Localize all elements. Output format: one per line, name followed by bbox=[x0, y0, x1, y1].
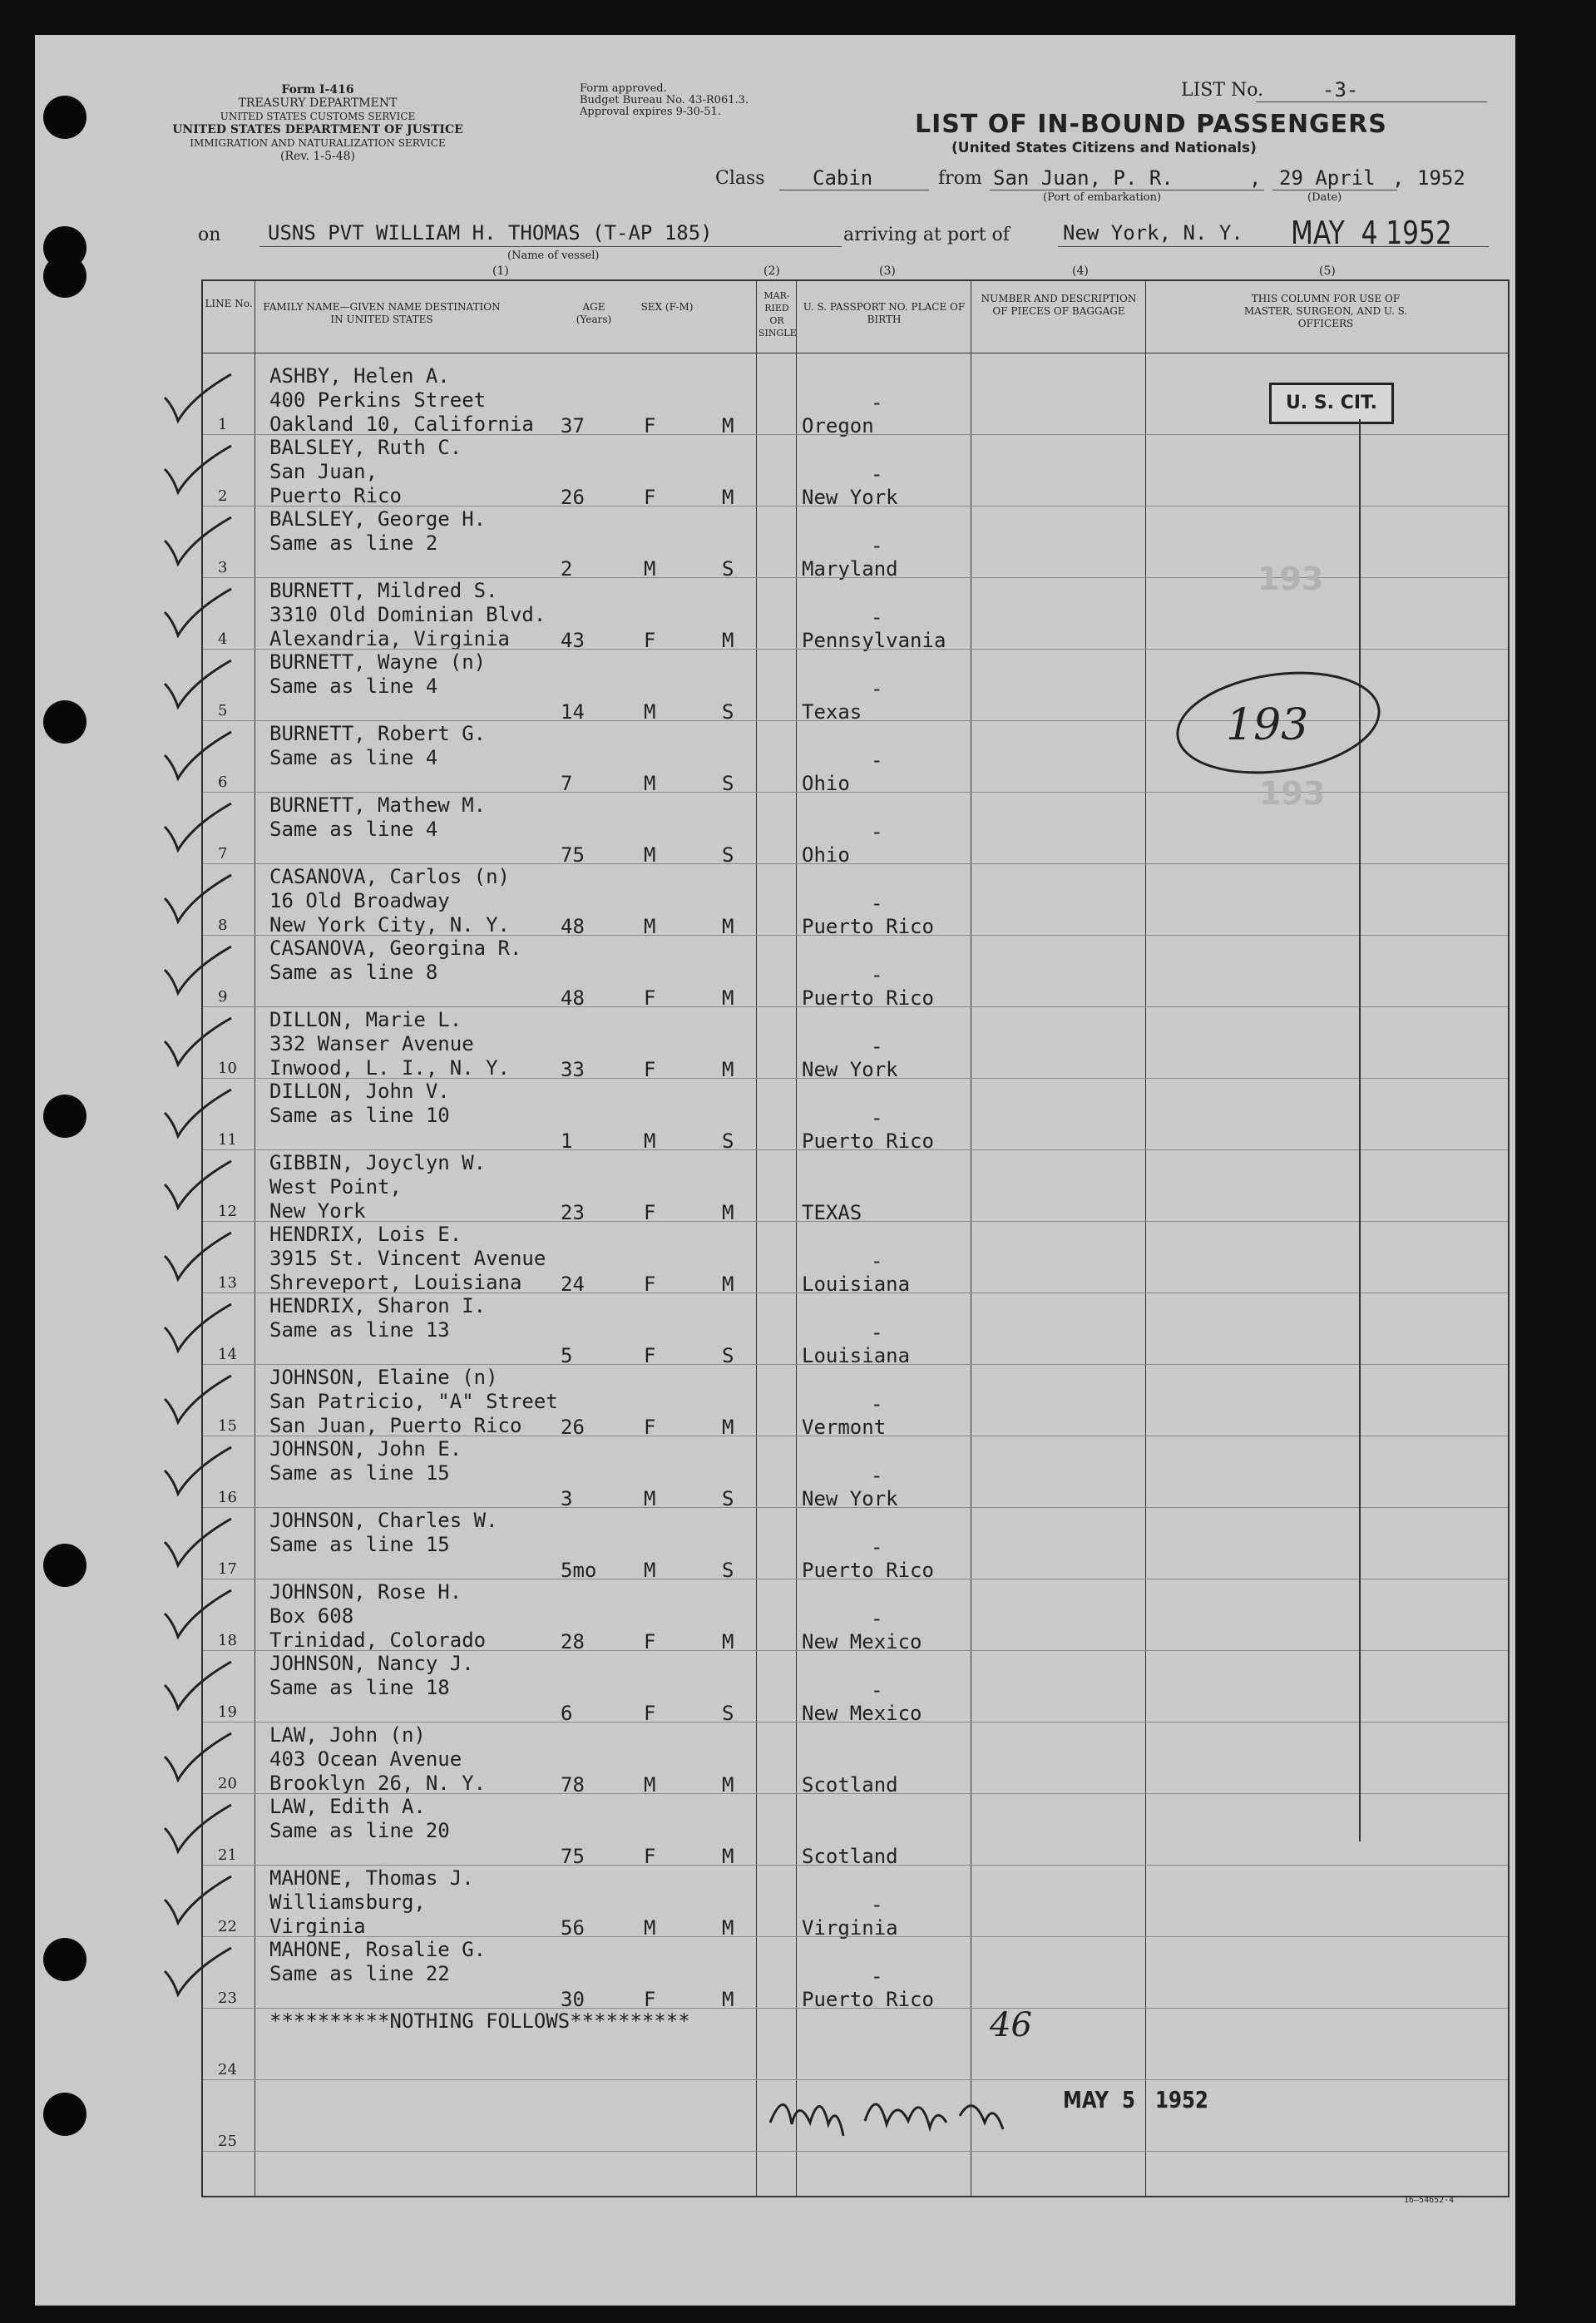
sex-cell: M bbox=[644, 1559, 656, 1582]
check-mark-icon bbox=[160, 802, 235, 862]
check-mark-icon bbox=[160, 444, 235, 504]
check-mark-icon bbox=[160, 373, 235, 432]
passport-cell: - bbox=[871, 462, 883, 486]
birthplace-cell: Maryland bbox=[802, 557, 898, 581]
check-mark-icon bbox=[160, 1302, 235, 1362]
passenger-name-address: JOHNSON, Nancy J. Same as line 18 bbox=[269, 1652, 474, 1699]
birthplace-cell: Puerto Rico bbox=[802, 1559, 934, 1582]
sex-cell: F bbox=[644, 986, 656, 1010]
age-cell: 6 bbox=[561, 1702, 573, 1725]
row-divider bbox=[203, 1221, 1508, 1222]
passenger-name-address: DILLON, John V. Same as line 10 bbox=[269, 1080, 450, 1127]
check-mark-icon bbox=[160, 873, 235, 933]
check-mark-icon bbox=[160, 1875, 235, 1935]
line-number: 19 bbox=[218, 1703, 237, 1721]
line-number: 8 bbox=[218, 917, 228, 934]
line-number: 13 bbox=[218, 1274, 237, 1292]
marital-status-cell: M bbox=[722, 1201, 734, 1224]
line-number: 15 bbox=[218, 1417, 237, 1435]
passport-cell: - bbox=[871, 963, 883, 986]
table-row bbox=[203, 1866, 1508, 1938]
birthplace-cell: Puerto Rico bbox=[802, 1988, 934, 2011]
sex-cell: M bbox=[644, 1487, 656, 1510]
marital-status-cell: S bbox=[722, 1129, 734, 1153]
line-number: 17 bbox=[218, 1560, 237, 1578]
line-number: 23 bbox=[218, 1989, 237, 2007]
punch-hole bbox=[43, 2093, 86, 2136]
passenger-name-address: **********NOTHING FOLLOWS********** bbox=[269, 2009, 690, 2033]
col-marker-1: (1) bbox=[492, 264, 509, 278]
marital-status-cell: S bbox=[722, 557, 734, 581]
check-mark-icon bbox=[160, 1446, 235, 1505]
passport-cell: - bbox=[871, 1678, 883, 1702]
check-mark-icon bbox=[160, 730, 235, 790]
line-number: 16 bbox=[218, 1489, 237, 1506]
row-divider bbox=[203, 1292, 1508, 1293]
sex-cell: F bbox=[644, 1630, 656, 1653]
arrival-underline bbox=[1058, 246, 1489, 247]
passenger-name-address: JOHNSON, Charles W. Same as line 15 bbox=[269, 1509, 498, 1556]
line-number: 18 bbox=[218, 1632, 237, 1649]
from-label: from bbox=[938, 168, 982, 189]
check-mark-icon bbox=[160, 659, 235, 719]
marital-status-cell: M bbox=[722, 986, 734, 1010]
birthplace-cell: TEXAS bbox=[802, 1201, 862, 1224]
passenger-name-address: GIBBIN, Joyclyn W. West Point, New York bbox=[269, 1151, 487, 1223]
line-number: 5 bbox=[218, 702, 228, 719]
passport-cell: - bbox=[871, 1464, 883, 1487]
passport-cell: - bbox=[871, 1392, 883, 1416]
check-mark-icon bbox=[160, 1803, 235, 1863]
sex-cell: M bbox=[644, 557, 656, 581]
col-marker-3: (3) bbox=[879, 264, 896, 278]
sex-cell: F bbox=[644, 1058, 656, 1081]
age-cell: 48 bbox=[561, 915, 585, 938]
passenger-name-address: BALSLEY, Ruth C. San Juan, Puerto Rico bbox=[269, 436, 462, 507]
list-no-value: -3- bbox=[1322, 78, 1359, 101]
line-number: 6 bbox=[218, 774, 228, 791]
sex-cell: F bbox=[644, 1201, 656, 1224]
dept-treasury: TREASURY DEPARTMENT bbox=[238, 96, 398, 110]
table-row bbox=[203, 1652, 1508, 1723]
marital-status-cell: M bbox=[722, 414, 734, 437]
row-divider bbox=[203, 1507, 1508, 1508]
punch-hole bbox=[43, 1544, 86, 1587]
table-row bbox=[203, 937, 1508, 1008]
table-row bbox=[203, 1723, 1508, 1795]
marital-status-cell: M bbox=[722, 1988, 734, 2011]
marital-status-cell: S bbox=[722, 1487, 734, 1510]
age-cell: 28 bbox=[561, 1630, 585, 1653]
passenger-name-address: LAW, John (n) 403 Ocean Avenue Brooklyn 26, N. Y. bbox=[269, 1723, 487, 1795]
age-cell: 1 bbox=[561, 1129, 573, 1153]
sex-cell: M bbox=[644, 1773, 656, 1797]
age-cell: 75 bbox=[561, 1845, 585, 1868]
age-cell: 3 bbox=[561, 1487, 573, 1510]
passenger-name-address: CASANOVA, Carlos (n) 16 Old Broadway New York City, N. Y. bbox=[269, 865, 510, 937]
line-number: 2 bbox=[218, 487, 228, 505]
table-row bbox=[203, 1795, 1508, 1866]
line-number: 10 bbox=[218, 1060, 237, 1077]
passenger-name-address: MAHONE, Thomas J. Williamsburg, Virginia bbox=[269, 1866, 474, 1938]
check-mark-icon bbox=[160, 516, 235, 576]
birthplace-cell: Scotland bbox=[802, 1773, 898, 1797]
passenger-name-address: JOHNSON, Elaine (n) San Patricio, "A" Street San Juan, Puerto Rico bbox=[269, 1366, 558, 1437]
check-mark-icon bbox=[160, 1231, 235, 1291]
age-cell: 37 bbox=[561, 414, 585, 437]
passport-cell: - bbox=[871, 1321, 883, 1344]
age-cell: 56 bbox=[561, 1916, 585, 1940]
age-cell: 33 bbox=[561, 1058, 585, 1081]
inspector-signature bbox=[767, 2073, 1299, 2156]
vessel-caption: (Name of vessel) bbox=[507, 250, 600, 262]
birthplace-cell: Puerto Rico bbox=[802, 1129, 934, 1153]
age-cell: 26 bbox=[561, 1416, 585, 1439]
row-divider bbox=[203, 1865, 1508, 1866]
approval-block bbox=[580, 83, 749, 118]
marital-status-cell: M bbox=[722, 1916, 734, 1940]
birthplace-cell: Ohio bbox=[802, 772, 850, 795]
passport-cell: - bbox=[871, 1607, 883, 1630]
form-code: 16—54652-4 bbox=[1404, 2196, 1455, 2205]
document-title: LIST OF IN-BOUND PASSENGERS bbox=[915, 110, 1387, 139]
age-cell: 24 bbox=[561, 1273, 585, 1296]
port-caption: (Port of embarkation) bbox=[1043, 191, 1162, 204]
ghost-count-stamp: 193 bbox=[1259, 775, 1326, 812]
age-cell: 14 bbox=[561, 700, 585, 724]
sex-cell: F bbox=[644, 486, 656, 509]
passenger-name-address: BURNETT, Robert G. Same as line 4 bbox=[269, 722, 487, 769]
passport-cell: - bbox=[871, 1106, 883, 1129]
class-label: Class bbox=[715, 168, 765, 189]
sex-cell: F bbox=[644, 1273, 656, 1296]
check-mark-icon bbox=[160, 1016, 235, 1076]
marital-status-cell: S bbox=[722, 772, 734, 795]
passport-cell: - bbox=[871, 605, 883, 629]
birthplace-cell: Virginia bbox=[802, 1916, 898, 1940]
birthplace-cell: Vermont bbox=[802, 1416, 887, 1439]
table-row bbox=[203, 1509, 1508, 1580]
marital-status-cell: M bbox=[722, 1416, 734, 1439]
table-row bbox=[203, 1223, 1508, 1294]
dept-customs: UNITED STATES CUSTOMS SERVICE bbox=[220, 111, 416, 122]
footer-handwritten-mark: 46 bbox=[990, 2006, 1032, 2044]
marital-status-cell: S bbox=[722, 700, 734, 724]
footer-date-stamp: MAY 5 1952 bbox=[1063, 2086, 1208, 2113]
header-age: AGE (Years) bbox=[576, 301, 612, 325]
line-number: 3 bbox=[218, 559, 228, 576]
punch-hole bbox=[43, 96, 86, 139]
sex-cell: F bbox=[644, 1845, 656, 1868]
check-mark-icon bbox=[160, 1088, 235, 1148]
table-row bbox=[203, 436, 1508, 507]
table-row bbox=[203, 1366, 1508, 1437]
sex-cell: F bbox=[644, 1702, 656, 1725]
row-divider bbox=[203, 1006, 1508, 1007]
passenger-name-address: MAHONE, Rosalie G. Same as line 22 bbox=[269, 1938, 487, 1985]
age-cell: 30 bbox=[561, 1988, 585, 2011]
passport-cell: - bbox=[871, 749, 883, 772]
check-mark-icon bbox=[160, 945, 235, 1005]
birthplace-cell: New Mexico bbox=[802, 1630, 922, 1653]
approval-line: Budget Bureau No. 43-R061.3. bbox=[580, 94, 749, 106]
row-divider bbox=[203, 434, 1508, 435]
age-cell: 43 bbox=[561, 629, 585, 652]
passenger-name-address: CASANOVA, Georgina R. Same as line 8 bbox=[269, 937, 522, 984]
passenger-name-address: LAW, Edith A. Same as line 20 bbox=[269, 1795, 450, 1842]
header-sex: SEX (F-M) bbox=[640, 301, 694, 313]
line-number: 24 bbox=[218, 2061, 237, 2078]
passenger-name-address: HENDRIX, Sharon I. Same as line 13 bbox=[269, 1294, 487, 1342]
birthplace-cell: New York bbox=[802, 486, 898, 509]
circled-count: 193 bbox=[1226, 700, 1309, 750]
passport-cell: - bbox=[871, 1965, 883, 1988]
row-divider bbox=[203, 1936, 1508, 1937]
punch-hole bbox=[43, 1095, 86, 1138]
row-divider bbox=[203, 935, 1508, 936]
year: 1952 bbox=[1417, 166, 1465, 190]
passport-cell: - bbox=[871, 1249, 883, 1273]
us-citizen-stamp: U. S. CIT. bbox=[1269, 383, 1394, 424]
birthplace-cell: Pennsylvania bbox=[802, 629, 946, 652]
vessel-name: USNS PVT WILLIAM H. THOMAS (T-AP 185) bbox=[268, 221, 713, 245]
vessel-underline bbox=[259, 246, 842, 247]
table-row bbox=[203, 1437, 1508, 1509]
punch-hole bbox=[43, 1938, 86, 1981]
dept-ins: IMMIGRATION AND NATURALIZATION SERVICE bbox=[190, 137, 446, 149]
birthplace-cell: Louisiana bbox=[802, 1273, 911, 1296]
row-divider bbox=[203, 1078, 1508, 1079]
check-mark-icon bbox=[160, 1660, 235, 1720]
age-cell: 23 bbox=[561, 1201, 585, 1224]
passenger-name-address: DILLON, Marie L. 332 Wanser Avenue Inwood, L. I., N. Y. bbox=[269, 1008, 510, 1080]
class-value: Cabin bbox=[813, 166, 873, 190]
col-marker-4: (4) bbox=[1072, 264, 1089, 278]
sex-cell: F bbox=[644, 414, 656, 437]
marital-status-cell: S bbox=[722, 1702, 734, 1725]
punch-hole bbox=[43, 700, 86, 744]
passenger-name-address: BURNETT, Mathew M. Same as line 4 bbox=[269, 793, 487, 841]
line-number: 7 bbox=[218, 845, 228, 862]
col-marker-5: (5) bbox=[1319, 264, 1336, 278]
sex-cell: F bbox=[644, 629, 656, 652]
stamp-tail-line bbox=[1359, 419, 1361, 1841]
approval-line: Approval expires 9-30-51. bbox=[580, 106, 721, 118]
birthplace-cell: New York bbox=[802, 1058, 898, 1081]
passenger-name-address: JOHNSON, Rose H. Box 608 Trinidad, Colorado bbox=[269, 1580, 487, 1652]
sex-cell: M bbox=[644, 772, 656, 795]
marital-status-cell: M bbox=[722, 915, 734, 938]
passport-cell: - bbox=[871, 820, 883, 843]
marital-status-cell: M bbox=[722, 629, 734, 652]
table-row bbox=[203, 1008, 1508, 1080]
passport-cell: - bbox=[871, 1035, 883, 1058]
row-divider bbox=[203, 1149, 1508, 1150]
dept-justice: UNITED STATES DEPARTMENT OF JUSTICE bbox=[172, 123, 463, 136]
punch-hole bbox=[43, 255, 86, 298]
line-number: 9 bbox=[218, 988, 228, 1006]
list-no-underline bbox=[1256, 101, 1487, 102]
list-no-label: LIST No. bbox=[1181, 80, 1264, 101]
marital-status-cell: S bbox=[722, 843, 734, 867]
sex-cell: M bbox=[644, 700, 656, 724]
check-mark-icon bbox=[160, 1946, 235, 2006]
age-cell: 78 bbox=[561, 1773, 585, 1797]
marital-status-cell: S bbox=[722, 1344, 734, 1367]
passenger-name-address: HENDRIX, Lois E. 3915 St. Vincent Avenue Shreveport, Louisiana bbox=[269, 1223, 546, 1294]
revision: (Rev. 1-5-48) bbox=[280, 150, 355, 163]
age-cell: 5mo bbox=[561, 1559, 597, 1582]
age-cell: 48 bbox=[561, 986, 585, 1010]
check-mark-icon bbox=[160, 1159, 235, 1219]
table-row bbox=[203, 1580, 1508, 1652]
table-row bbox=[203, 1294, 1508, 1366]
sex-cell: M bbox=[644, 1129, 656, 1153]
header-name: FAMILY NAME—GIVEN NAME DESTINATION IN UNITED STATES bbox=[263, 301, 501, 325]
passenger-name-address: BURNETT, Wayne (n) Same as line 4 bbox=[269, 650, 487, 698]
table-row bbox=[203, 1938, 1508, 2009]
check-mark-icon bbox=[160, 1732, 235, 1792]
marital-status-cell: M bbox=[722, 1273, 734, 1296]
form-number: Form I-416 bbox=[281, 83, 354, 96]
passport-cell: - bbox=[871, 1893, 883, 1916]
col-marker-2: (2) bbox=[763, 264, 780, 278]
sex-cell: M bbox=[644, 843, 656, 867]
passenger-name-address: ASHBY, Helen A. 400 Perkins Street Oakland 10, California bbox=[269, 364, 534, 436]
age-cell: 2 bbox=[561, 557, 573, 581]
passport-cell: - bbox=[871, 677, 883, 700]
row-divider bbox=[203, 506, 1508, 507]
check-mark-icon bbox=[160, 1374, 235, 1434]
line-number: 4 bbox=[218, 630, 228, 648]
birthplace-cell: Texas bbox=[802, 700, 862, 724]
document-subtitle: (United States Citizens and Nationals) bbox=[951, 140, 1257, 156]
line-number: 11 bbox=[218, 1131, 237, 1149]
line-number: 14 bbox=[218, 1346, 237, 1363]
line-number: 20 bbox=[218, 1775, 237, 1792]
row-divider bbox=[203, 2008, 1508, 2009]
marital-status-cell: M bbox=[722, 1845, 734, 1868]
ghost-count-stamp: 193 bbox=[1258, 561, 1324, 597]
birthplace-cell: New Mexico bbox=[802, 1702, 922, 1725]
birthplace-cell: Louisiana bbox=[802, 1344, 911, 1367]
line-number: 22 bbox=[218, 1918, 237, 1935]
line-number: 25 bbox=[218, 2133, 237, 2150]
agency-header bbox=[151, 83, 484, 163]
age-cell: 75 bbox=[561, 843, 585, 867]
birthplace-cell: Puerto Rico bbox=[802, 915, 934, 938]
table-row bbox=[203, 1151, 1508, 1223]
row-divider bbox=[203, 649, 1508, 650]
marital-status-cell: M bbox=[722, 486, 734, 509]
arriving-label: arriving at port of bbox=[843, 225, 1010, 245]
row-divider bbox=[203, 863, 1508, 864]
table-row bbox=[203, 2009, 1508, 2081]
arrival-port: New York, N. Y. bbox=[1063, 221, 1243, 245]
arrival-date-stamp: MAY 4 1952 bbox=[1291, 215, 1452, 251]
birthplace-cell: Ohio bbox=[802, 843, 850, 867]
on-label: on bbox=[198, 225, 221, 245]
sex-cell: F bbox=[644, 1344, 656, 1367]
header-married: MAR- RIED OR SINGLE bbox=[758, 290, 797, 339]
row-divider bbox=[203, 1793, 1508, 1794]
header-passport: U. S. PASSPORT NO. PLACE OF BIRTH bbox=[803, 301, 966, 325]
line-number: 12 bbox=[218, 1203, 237, 1220]
check-mark-icon bbox=[160, 587, 235, 647]
age-cell: 5 bbox=[561, 1344, 573, 1367]
passport-cell: - bbox=[871, 1535, 883, 1559]
sex-cell: F bbox=[644, 1416, 656, 1439]
passport-cell: - bbox=[871, 391, 883, 414]
passenger-name-address: BURNETT, Mildred S. 3310 Old Dominian Blvd. Alexandria, Virginia bbox=[269, 579, 546, 650]
sex-cell: F bbox=[644, 1988, 656, 2011]
sex-cell: M bbox=[644, 1916, 656, 1940]
birthplace-cell: Puerto Rico bbox=[802, 986, 934, 1010]
check-mark-icon bbox=[160, 1517, 235, 1577]
check-mark-icon bbox=[160, 1589, 235, 1648]
line-number: 21 bbox=[218, 1846, 237, 1864]
marital-status-cell: M bbox=[722, 1630, 734, 1653]
age-cell: 7 bbox=[561, 772, 573, 795]
header-officers: THIS COLUMN FOR USE OF MASTER, SURGEON, AND U. S. OFFICERS bbox=[1243, 293, 1408, 329]
table-row bbox=[203, 865, 1508, 937]
age-cell: 26 bbox=[561, 486, 585, 509]
passenger-name-address: JOHNSON, John E. Same as line 15 bbox=[269, 1437, 462, 1485]
marital-status-cell: S bbox=[722, 1559, 734, 1582]
birthplace-cell: Oregon bbox=[802, 414, 874, 437]
birthplace-cell: New York bbox=[802, 1487, 898, 1510]
marital-status-cell: M bbox=[722, 1773, 734, 1797]
sex-cell: M bbox=[644, 915, 656, 938]
date-caption: (Date) bbox=[1307, 191, 1342, 204]
embarkation-date: 29 April bbox=[1279, 166, 1376, 190]
passport-cell: - bbox=[871, 534, 883, 557]
table-row bbox=[203, 1080, 1508, 1151]
line-number: 1 bbox=[218, 416, 228, 433]
row-divider bbox=[203, 1650, 1508, 1651]
row-divider bbox=[203, 1364, 1508, 1365]
marital-status-cell: M bbox=[722, 1058, 734, 1081]
manifest-page: Form I-416 TREASURY DEPARTMENT UNITED STATES CUSTOMS SERVICE UNITED STATES DEPARTMENT OF JUSTICE IMMIGRATION AND NATURALIZATION SERVICE (Rev. 1-5-48) Form approved. Budget Bureau No. 43-R061.3. Approval expires 9-30-51. LIST No. -3- LIST OF IN-BOUND PASSENGERS (United States Citizens and Nationals) Class Cabin from San Juan, P. R. (Port of embarkation) , 29 April , 1952 (Date) on USNS PVT WILLIAM H. THOMAS (T-AP 185) (Name of vessel) arriving at port of New York, N. Y. MAY 4 1952 (1) (2) (3) (4) (5) LINE No. FAMILY NAME—GIVEN NAME DESTINATION IN UNITED STATES AGE (Years) SEX (F-M) MAR- RIED OR SINGLE U. S. PASSPORT NO. PLACE OF BIRTH NUMBER AND DESCRIPTION OF PIECES OF BAGGAGE THIS COLUMN FOR USE OF MASTER, SURGEON, AND U. S. OFFICERS 1 ASHBY, Helen A. 400 Perkins Street Oakland 10, California 37 F M - Oregon 2 BALSLEY, Ruth C. San Juan, Puerto Rico 26 F M - New York 3 BALSLEY, George H. Same as line 2 2 M S - Maryland 4 BURNETT, Mildred S. 3310 Old Dominian Blvd. Alexandria, Virginia 43 F M - Pennsylvania 5 BURNETT, Wayne (n) Same as line 4 14 M S - Texas 6 BURNETT, Robert G. Same as line 4 7 M S - Ohio 7 BURNETT, Mathew M. Same as line 4 75 M S - Ohio 8 CASANOVA, Carlos (n) 16 Old Broadway New York City, N. Y. 48 M M - Puerto Rico 9 CASANOVA, Georgina R. Same as line 8 48 F M - Puerto Rico 10 DILLON, Marie L. 332 Wanser Avenue Inwood, L. I., N. Y. 33 F M - New York 11 DILLON, John V. Same as line 10 1 M S - Puerto Rico 12 GIBBIN, Joyclyn W. West Point, New York 23 F M TEXAS 13 HENDRIX, Lois E. 3915 St. Vincent Avenue Shreveport, Louisiana 24 F M - Louisiana 14 HENDRIX, Sharon I. Same as line 13 5 F S - Louisiana 15 JOHNSON, Elaine (n) San Patricio, "A" Street San Juan, Puerto Rico 26 F M - Vermont 16 JOHNSON, John E. Same as line 15 3 M S - New York 17 JOHNSON, Charles W. Same as line 15 5mo M S - Puerto Rico 18 JOHNSON, Rose H. Box 608 Trinidad, Colorado 28 F M - New Mexico 19 JOHNSON, Nancy J. Same as line 18 6 F S - New Mexico 20 LAW, John (n) 403 Ocean Avenue Brooklyn 26, N. Y. 78 M M Scotland 21 LAW, Edith A. Same as line 20 75 F M Scotland 22 MAHONE, Thomas J. Williamsburg, Virginia 56 M M - Virginia 23 MAHONE, Rosalie G. Same as line 22 30 F M - Puerto Rico 24 **********NOTHING FOLLOWS********** 25 U. S. CIT. 193 193 193 46 MAY 5 1952 16—54652-4 bbox=[35, 35, 1515, 2306]
birthplace-cell: Scotland bbox=[802, 1845, 898, 1868]
header-baggage: NUMBER AND DESCRIPTION OF PIECES OF BAGGAGE bbox=[981, 293, 1137, 317]
embarkation-port: San Juan, P. R. bbox=[993, 166, 1174, 190]
passport-cell: - bbox=[871, 892, 883, 915]
passenger-name-address: BALSLEY, George H. Same as line 2 bbox=[269, 507, 487, 555]
approval-line: Form approved. bbox=[580, 82, 667, 95]
header-line-no: LINE No. bbox=[205, 298, 253, 309]
